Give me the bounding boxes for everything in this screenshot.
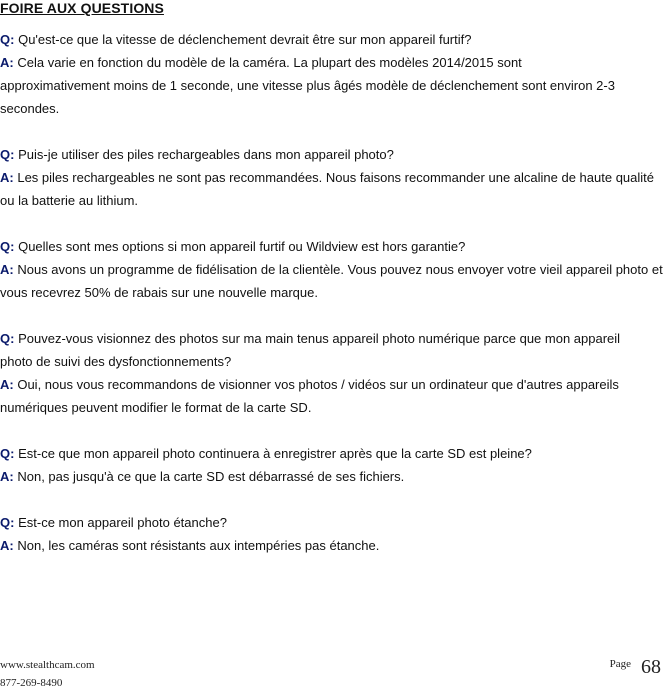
phone-number: 877-269-8490 [0,677,63,689]
question-tag: Q: [0,147,15,162]
faq-item [0,235,663,304]
footer-contact [0,656,95,692]
answer-text: Non, pas jusqu'à ce que la carte SD est débarrassé de ses fichiers. [17,469,405,484]
answer-tag: A: [0,538,14,553]
answer-tag: A: [0,170,14,185]
question-text: Quelles sont mes options si mon appareil furtif ou Wildview est hors garantie? [18,239,466,254]
answer-tag: A: [0,377,14,392]
faq-item [0,143,663,212]
answer-text: Cela varie en fonction du modèle de la caméra. La plupart des modèles 2014/2015 sont approximativement moins de 1 seconde, une vitesse plus âgés modèle de déclenchement sont environ 2-3 secondes. [0,55,615,116]
question-text: Pouvez-vous visionnez des photos sur ma main tenus appareil photo numérique parce que mon appareil photo de suivi des dysfonctionnements? [0,331,621,369]
answer-tag: A: [0,469,14,484]
question [0,511,663,534]
question-tag: Q: [0,239,15,254]
question-text: Qu'est-ce que la vitesse de déclenchement devrait être sur mon appareil furtif? [18,32,472,47]
question [0,235,663,258]
answer-tag: A: [0,55,14,70]
question [0,143,663,166]
question-tag: Q: [0,32,15,47]
answer-text: Les piles rechargeables ne sont pas recommandées. Nous faisons recommander une alcaline de haute qualité ou la batterie au lithium. [0,170,655,208]
question-tag: Q: [0,515,15,530]
question-text: Est-ce mon appareil photo étanche? [18,515,227,530]
website-link[interactable]: www.stealthcam.com [0,659,95,671]
page-indicator [610,656,661,679]
answer [0,51,620,120]
question [0,327,640,373]
faq-item [0,327,663,419]
faq-list [0,28,663,580]
question-tag: Q: [0,331,15,346]
answer-text: Oui, nous vous recommandons de visionner vos photos / vidéos sur un ordinateur que d'autres appareils numériques peuvent modifier le format de la carte SD. [0,377,619,415]
page-title: FOIRE AUX QUESTIONS [0,0,164,16]
question [0,442,663,465]
answer [0,465,663,488]
faq-item [0,511,663,557]
question [0,28,570,51]
question-text: Est-ce que mon appareil photo continuera à enregistrer après que la carte SD est pleine? [18,446,532,461]
answer [0,373,663,419]
answer-text: Nous avons un programme de fidélisation de la clientèle. Vous pouvez nous envoyer votre vieil appareil photo et vous recevrez 50% de rabais sur une nouvelle marque. [0,262,663,300]
answer [0,534,663,557]
page-number: 68 [641,656,661,678]
question-text: Puis-je utiliser des piles rechargeables dans mon appareil photo? [18,147,394,162]
answer [0,258,663,304]
faq-item [0,442,663,488]
page-label: Page [609,658,631,670]
answer-tag: A: [0,262,14,277]
answer-text: Non, les caméras sont résistants aux intempéries pas étanche. [17,538,380,553]
question-tag: Q: [0,446,15,461]
faq-item [0,28,615,120]
answer [0,166,663,212]
